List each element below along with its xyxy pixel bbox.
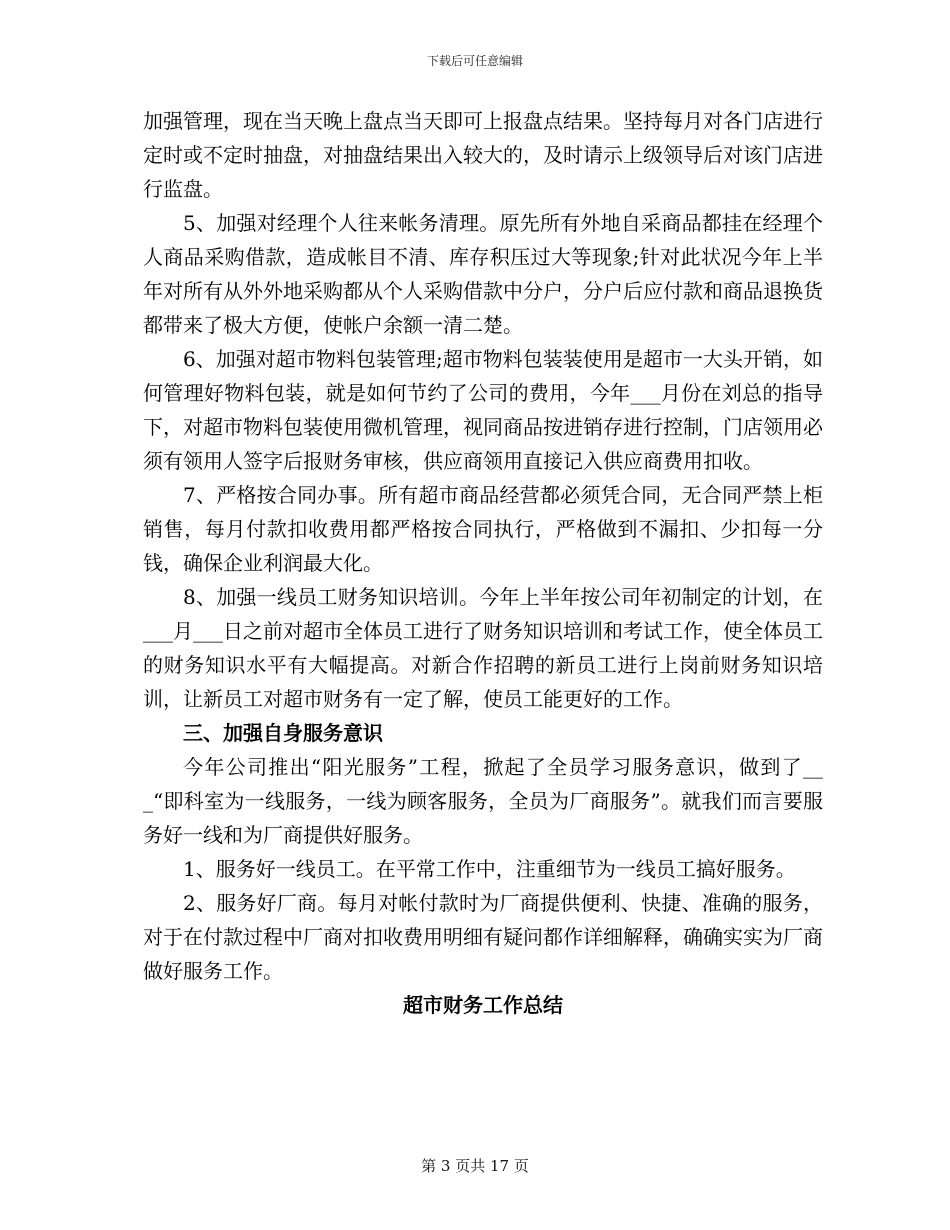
paragraph-continued: 加强管理，现在当天晚上盘点当天即可上报盘点结果。坚持每月对各门店进行定时或不定时抽盘，对抽盘结果出入较大的，及时请示上级领导后对该门店进行监盘。 xyxy=(143,109,823,201)
paragraph-service-item-2: 2、服务好厂商。每月对帐付款时为厂商提供便利、快捷、准确的服务，对于在付款过程中厂商对扣收费用明细有疑问都作详细解释，确确实实为厂商做好服务工作。 xyxy=(143,891,823,983)
document-title: 超市财务工作总结 xyxy=(403,993,563,1017)
section-heading: 三、加强自身服务意识 xyxy=(183,721,383,745)
page-footer-number: 第 3 页共 17 页 xyxy=(421,1157,529,1175)
section-intro-paragraph: 今年公司推出“阳光服务”工程，掀起了全员学习服务意识，做到了___“即科室为一线服务，一线为顾客服务，全员为厂商服务”。就我们而言要服务好一线和为厂商提供好服务。 xyxy=(143,755,823,847)
document-body xyxy=(143,104,823,1022)
paragraph-service-item-1: 1、服务好一线员工。在平常工作中，注重细节为一线员工搞好服务。 xyxy=(183,857,796,881)
paragraph-item-6: 6、加强对超市物料包装管理;超市物料包装装使用是超市一大头开销，如何管理好物料包装，就是如何节约了公司的费用，今年___月份在刘总的指导下，对超市物料包装使用微机管理，视同商品按进销存进行控制，门店领用必须有领用人签字后报财务审核，供应商领用直接记入供应商费用扣收。 xyxy=(143,347,823,473)
paragraph-item-5: 5、加强对经理个人往来帐务清理。原先所有外地自采商品都挂在经理个人商品采购借款，造成帐目不清、库存积压过大等现象;针对此状况今年上半年对所有从外外地采购都从个人采购借款中分户，分户后应付款和商品退换货都带来了极大方便，使帐户余额一清二楚。 xyxy=(143,211,823,337)
page-header-note: 下载后可任意编辑 xyxy=(426,54,523,68)
paragraph-item-7: 7、严格按合同办事。所有超市商品经营都必须凭合同，无合同严禁上柜销售，每月付款扣收费用都严格按合同执行，严格做到不漏扣、少扣每一分钱，确保企业利润最大化。 xyxy=(143,483,823,575)
paragraph-item-8: 8、加强一线员工财务知识培训。今年上半年按公司年初制定的计划，在___月___日之前对超市全体员工进行了财务知识培训和考试工作，使全体员工的财务知识水平有大幅提高。对新合作招聘的新员工进行上岗前财务知识培训，让新员工对超市财务有一定了解，使员工能更好的工作。 xyxy=(143,585,823,711)
